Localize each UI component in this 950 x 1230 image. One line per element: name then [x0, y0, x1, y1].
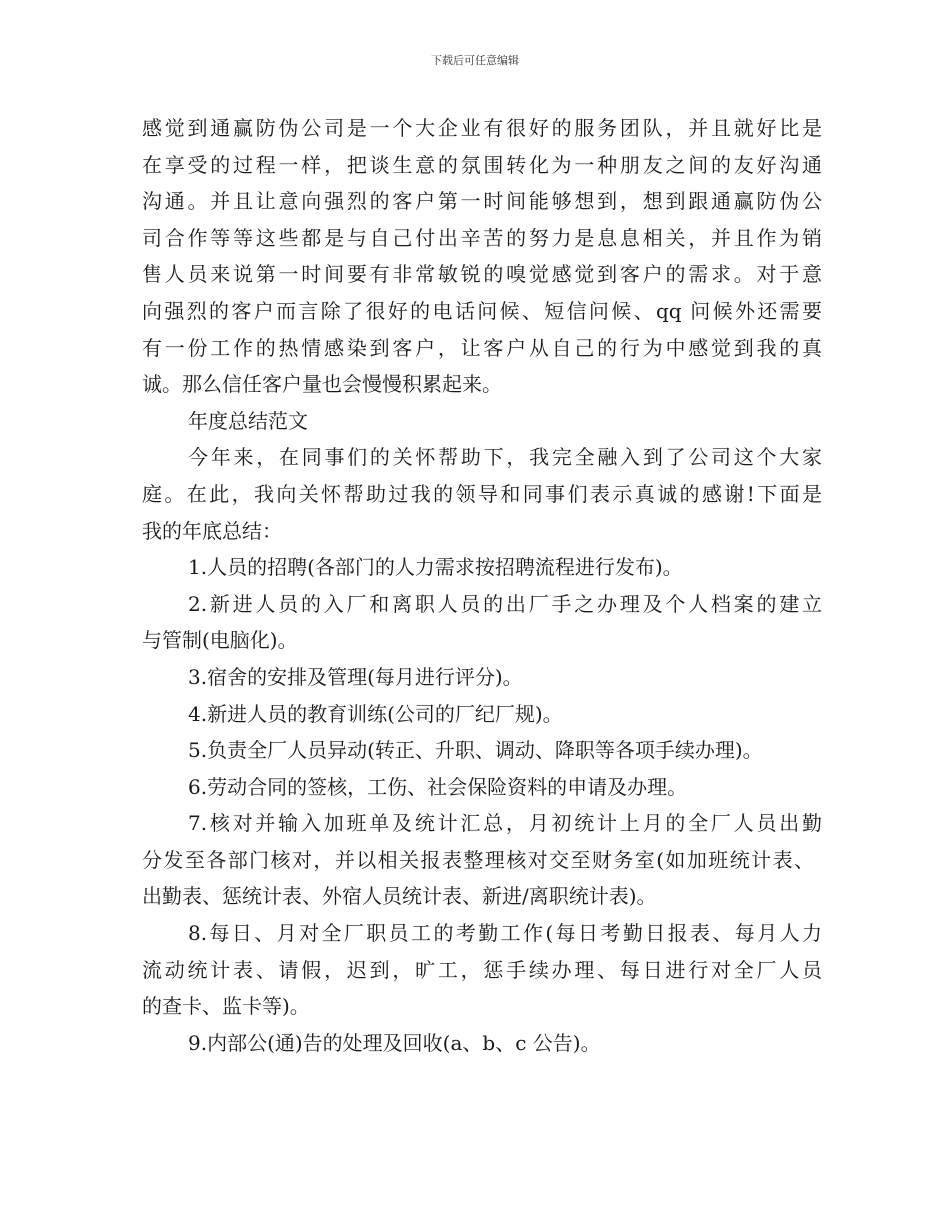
text-line: 流动统计表、请假，迟到，旷工，惩手续办理、每日进行对全厂人员 [142, 957, 822, 982]
text-line: 1.人员的招聘(各部门的人力需求按招聘流程进行发布)。 [188, 555, 683, 580]
text-line: 6.劳动合同的签核，工伤、社会保险资料的申请及办理。 [188, 774, 688, 799]
text-line: 3.宿舍的安排及管理(每月进行评分)。 [188, 664, 523, 689]
text-line: 向强烈的客户而言除了很好的电话问候、短信问候、qq 问候外还需要 [142, 298, 822, 323]
text-line: 有一份工作的热情感染到客户，让客户从自己的行为中感觉到我的真 [142, 335, 822, 360]
text-line: 9.内部公(通)告的处理及回收(a、b、c 公告)。 [188, 1030, 601, 1055]
text-line: 我的年底总结： [142, 518, 282, 543]
text-line: 售人员来说第一时间要有非常敏锐的嗅觉感觉到客户的需求。对于意 [142, 262, 822, 287]
text-line: 4.新进人员的教育训练(公司的厂纪厂规)。 [188, 701, 563, 726]
text-line: 2.新进人员的入厂和离职人员的出厂手之办理及个人档案的建立 [188, 591, 822, 616]
text-line: 分发至各部门核对，并以相关报表整理核对交至财务室(如加班统计表、 [142, 847, 814, 872]
text-line: 司合作等等这些都是与自己付出辛苦的努力是息息相关，并且作为销 [142, 225, 822, 250]
text-line: 沟通。并且让意向强烈的客户第一时间能够想到，想到跟通赢防伪公 [142, 189, 822, 214]
text-line: 感觉到通赢防伪公司是一个大企业有很好的服务团队，并且就好比是 [142, 116, 822, 140]
text-line: 年度总结范文 [188, 408, 308, 433]
text-line: 8.每日、月对全厂职员工的考勤工作(每日考勤日报表、每月人力 [188, 921, 822, 946]
text-line: 与管制(电脑化)。 [142, 628, 298, 653]
text-line: 的查卡、监卡等)。 [142, 994, 310, 1019]
text-line: 今年来，在同事们的关怀帮助下，我完全融入到了公司这个大家 [188, 445, 822, 470]
text-line: 庭。在此，我向关怀帮助过我的领导和同事们表示真诚的感谢!下面是 [142, 481, 822, 506]
text-line: 在享受的过程一样，把谈生意的氛围转化为一种朋友之间的友好沟通 [142, 152, 822, 177]
text-line: 出勤表、惩统计表、外宿人员统计表、新进/离职统计表)。 [142, 884, 657, 909]
text-line: 5.负责全厂人员异动(转正、升职、调动、降职等各项手续办理)。 [188, 738, 763, 763]
document-body [142, 110, 822, 1061]
text-line: 7.核对并输入加班单及统计汇总，月初统计上月的全厂人员出勤 [188, 811, 822, 836]
page-header-note: 下载后可任意编辑 [431, 54, 519, 67]
text-line: 诚。那么信任客户量也会慢慢积累起来。 [142, 372, 502, 397]
